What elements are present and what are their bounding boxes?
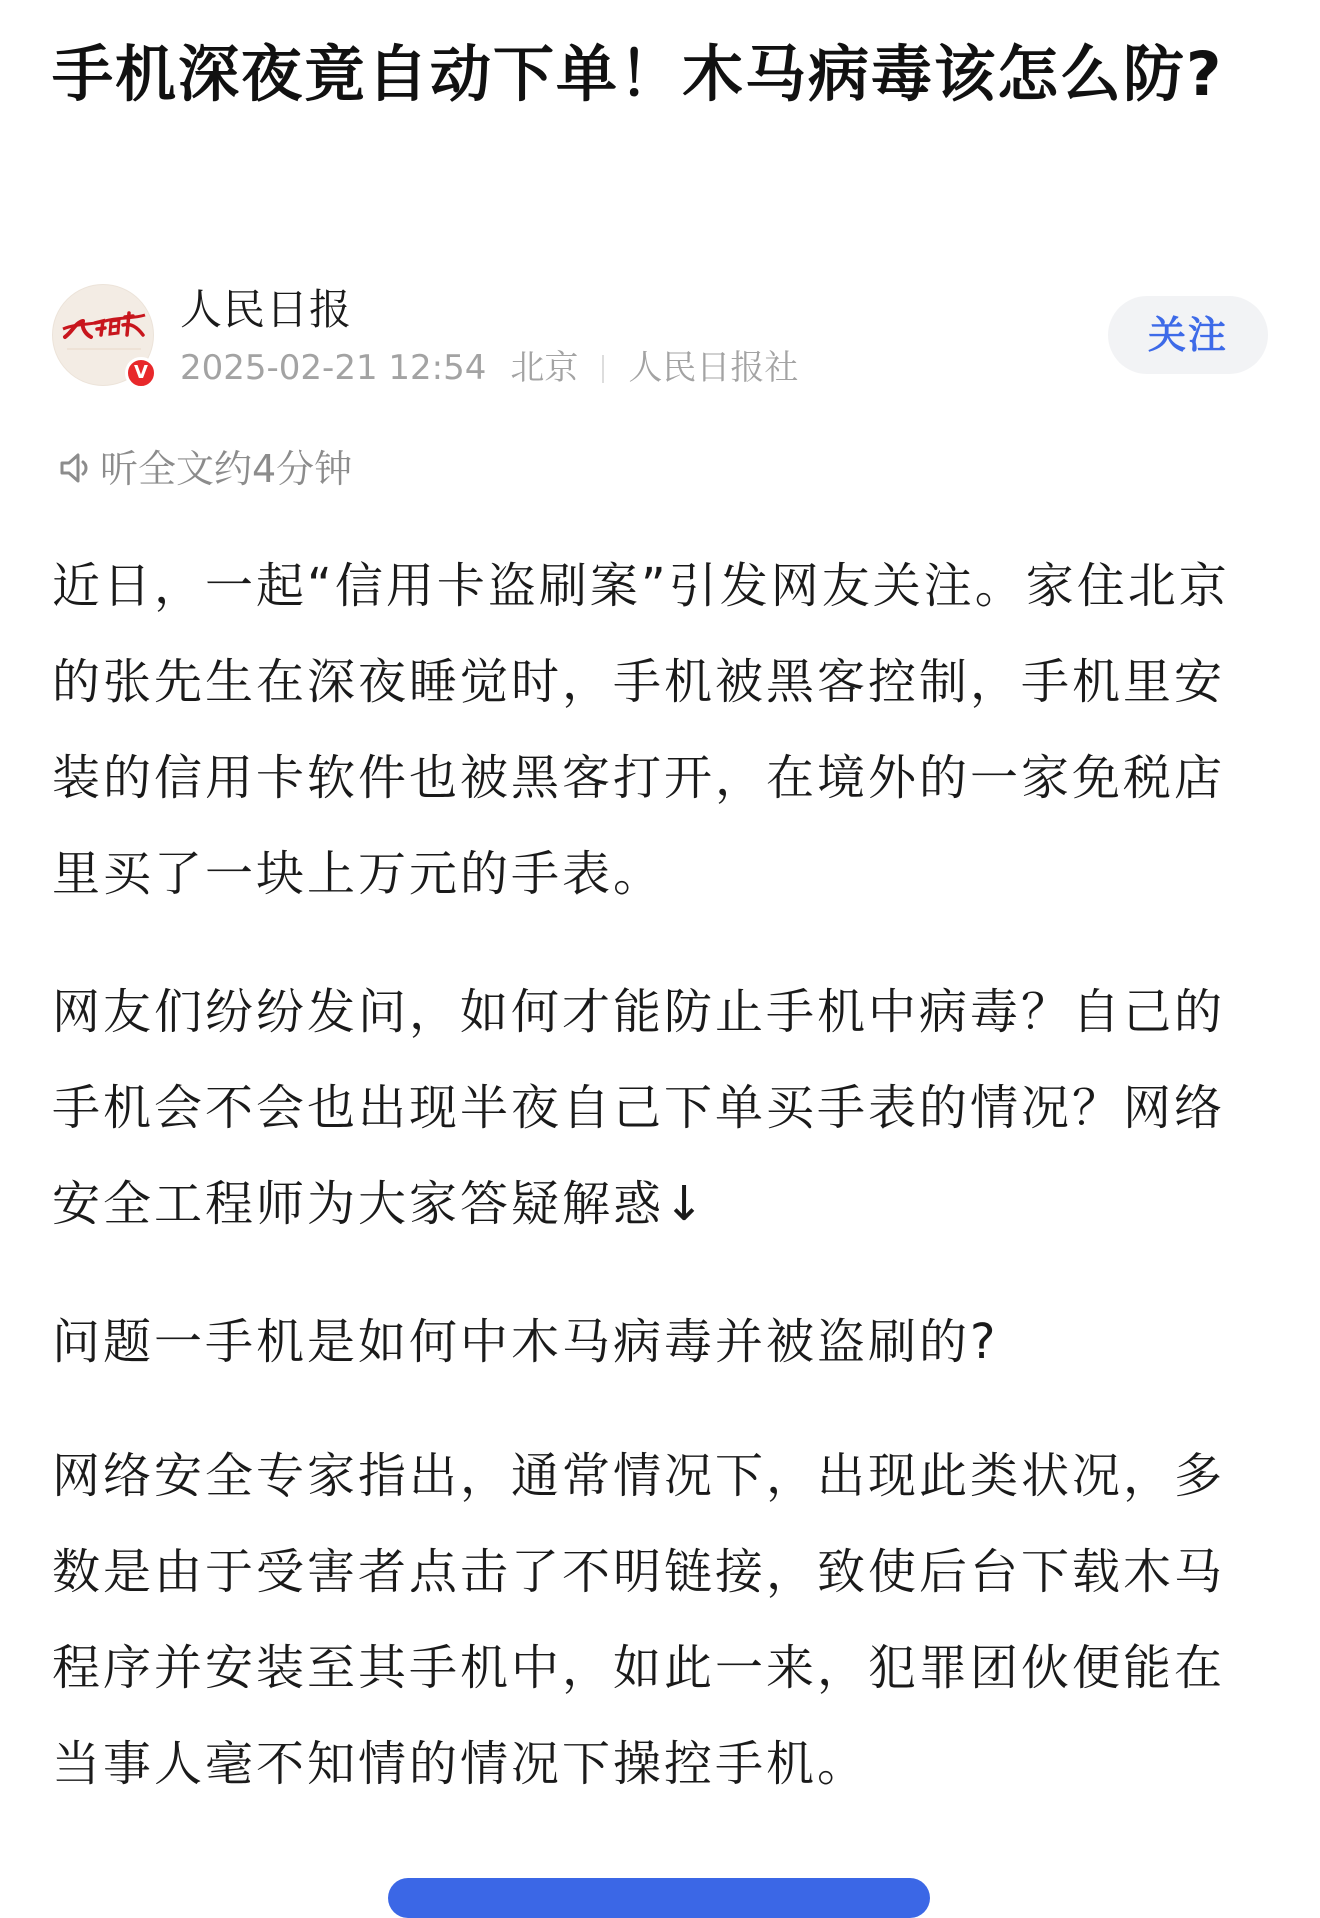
- section-heading: 问题一手机是如何中木马病毒并被盗刷的?: [52, 1314, 999, 1370]
- meta-divider: [602, 355, 604, 383]
- verified-v-icon: V: [125, 357, 157, 389]
- floating-action-bar[interactable]: [388, 1878, 930, 1918]
- article-paragraph: 网友们纷纷发问，如何才能防止手机中病毒？自己的手机会不会也出现半夜自己下单买手表的情况？网络安全工程师为大家答疑解惑↓: [52, 984, 1226, 1232]
- author-name[interactable]: 人民日报: [180, 285, 353, 334]
- article-paragraph: 近日，一起“信用卡盗刷案”引发网友关注。家住北京的张先生在深夜睡觉时，手机被黑客控制，手机里安装的信用卡软件也被黑客打开，在境外的一家免税店里买了一块上万元的手表。: [52, 558, 1230, 902]
- follow-button[interactable]: 关注: [1108, 296, 1268, 374]
- publish-source: 人民日报社: [628, 348, 799, 388]
- article-title: 手机深夜竟自动下单！木马病毒该怎么防?: [52, 39, 1224, 110]
- author-avatar[interactable]: [52, 284, 154, 386]
- article-meta: [180, 346, 798, 390]
- publish-date: 2025-02-21 12:54: [180, 348, 487, 388]
- article-paragraph: 网络安全专家指出，通常情况下，出现此类状况，多数是由于受害者点击了不明链接，致使后台下载木马程序并安装至其手机中，如此一来，犯罪团伙便能在当事人毫不知情的情况下操控手机。: [52, 1448, 1226, 1792]
- listen-label: 听全文约4分钟: [100, 447, 353, 491]
- speaker-icon: [56, 448, 96, 488]
- publish-location: 北京: [510, 348, 579, 388]
- listen-full-text-button[interactable]: [56, 444, 352, 494]
- author-row: [52, 282, 1268, 392]
